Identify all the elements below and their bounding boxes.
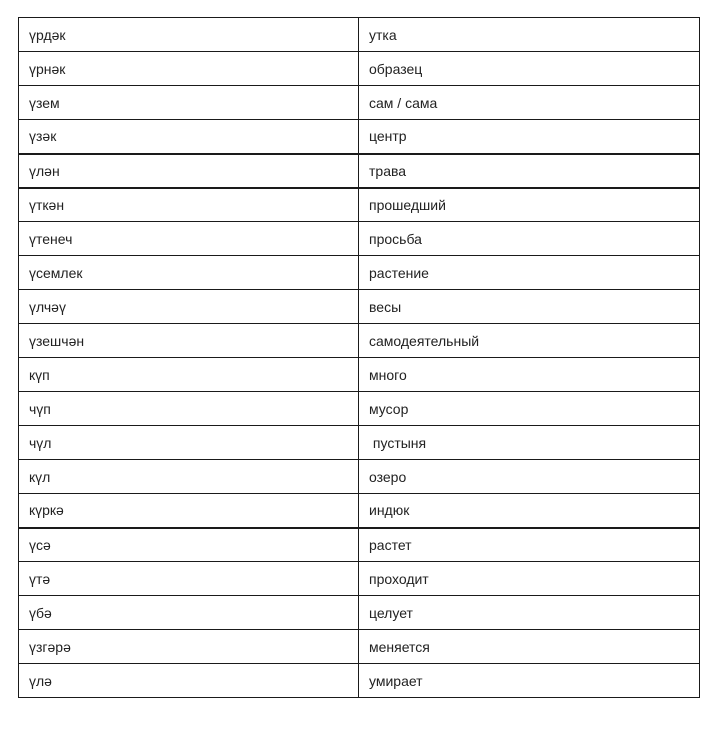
table-row: [19, 392, 700, 426]
russian-translation-cell: центр: [359, 120, 700, 154]
tatar-word-cell: үзәк: [19, 120, 359, 154]
russian-translation-cell: весы: [359, 290, 700, 324]
table-row: [19, 494, 700, 528]
russian-translation-cell: растет: [359, 528, 700, 562]
russian-translation-cell: проходит: [359, 562, 700, 596]
russian-translation-cell: меняется: [359, 630, 700, 664]
table-row: [19, 290, 700, 324]
table-row: [19, 188, 700, 222]
tatar-word-cell: үлчәү: [19, 290, 359, 324]
table-row: [19, 120, 700, 154]
table-row: [19, 426, 700, 460]
vocabulary-table: [18, 17, 700, 698]
table-row: [19, 664, 700, 698]
table-row: [19, 18, 700, 52]
tatar-word-cell: үрнәк: [19, 52, 359, 86]
russian-translation-cell: утка: [359, 18, 700, 52]
tatar-word-cell: үзешчән: [19, 324, 359, 358]
table-row: [19, 528, 700, 562]
russian-translation-cell: пустыня: [359, 426, 700, 460]
tatar-word-cell: күркә: [19, 494, 359, 528]
table-row: [19, 596, 700, 630]
russian-translation-cell: сам / сама: [359, 86, 700, 120]
tatar-word-cell: чүл: [19, 426, 359, 460]
table-row: [19, 222, 700, 256]
russian-translation-cell: просьба: [359, 222, 700, 256]
tatar-word-cell: күл: [19, 460, 359, 494]
table-row: [19, 630, 700, 664]
russian-translation-cell: трава: [359, 154, 700, 188]
russian-translation-cell: умирает: [359, 664, 700, 698]
tatar-word-cell: үбә: [19, 596, 359, 630]
tatar-word-cell: үзгәрә: [19, 630, 359, 664]
tatar-word-cell: үсә: [19, 528, 359, 562]
tatar-word-cell: үзем: [19, 86, 359, 120]
tatar-word-cell: күп: [19, 358, 359, 392]
tatar-word-cell: үтенеч: [19, 222, 359, 256]
vocabulary-table-body: [19, 18, 700, 698]
tatar-word-cell: үлән: [19, 154, 359, 188]
russian-translation-cell: самодеятельный: [359, 324, 700, 358]
tatar-word-cell: чүп: [19, 392, 359, 426]
table-row: [19, 154, 700, 188]
russian-translation-cell: прошедший: [359, 188, 700, 222]
tatar-word-cell: үлә: [19, 664, 359, 698]
table-row: [19, 52, 700, 86]
table-row: [19, 324, 700, 358]
tatar-word-cell: үтә: [19, 562, 359, 596]
table-row: [19, 86, 700, 120]
tatar-word-cell: үсемлек: [19, 256, 359, 290]
russian-translation-cell: индюк: [359, 494, 700, 528]
russian-translation-cell: целует: [359, 596, 700, 630]
table-row: [19, 256, 700, 290]
russian-translation-cell: озеро: [359, 460, 700, 494]
russian-translation-cell: много: [359, 358, 700, 392]
table-row: [19, 358, 700, 392]
table-row: [19, 460, 700, 494]
russian-translation-cell: мусор: [359, 392, 700, 426]
tatar-word-cell: үрдәк: [19, 18, 359, 52]
russian-translation-cell: образец: [359, 52, 700, 86]
russian-translation-cell: растение: [359, 256, 700, 290]
table-row: [19, 562, 700, 596]
tatar-word-cell: үткән: [19, 188, 359, 222]
